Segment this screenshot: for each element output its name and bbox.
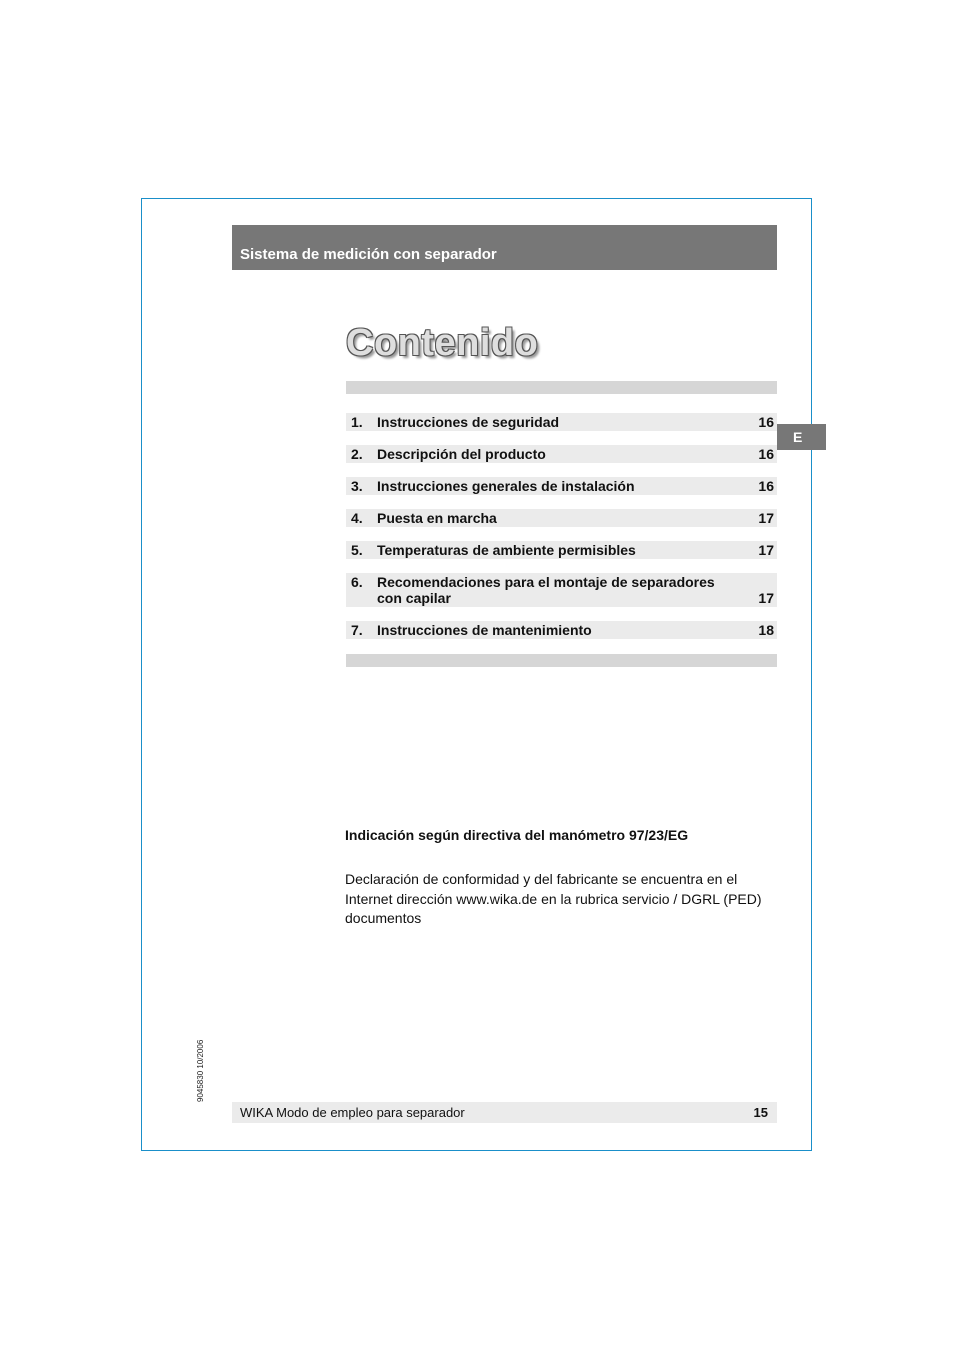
toc-label: Puesta en marcha [377, 510, 497, 526]
toc-item[interactable] [346, 573, 777, 607]
toc-item[interactable] [346, 477, 777, 495]
toc-page: 17 [758, 510, 774, 526]
toc-number: 1. [351, 414, 363, 430]
toc-number: 2. [351, 446, 363, 462]
toc-number: 6. [351, 574, 363, 590]
toc-item[interactable] [346, 509, 777, 527]
toc-item[interactable] [346, 413, 777, 431]
toc-label: Temperaturas de ambiente permisibles [377, 542, 636, 558]
toc-label: Instrucciones de mantenimiento [377, 622, 592, 638]
footer [232, 1102, 777, 1123]
toc-number: 4. [351, 510, 363, 526]
directive-heading: Indicación según directiva del manómetro 97/23/EG [345, 827, 689, 843]
toc-item[interactable] [346, 621, 777, 639]
toc-label: Instrucciones generales de instalación [377, 478, 635, 494]
toc-number: 3. [351, 478, 363, 494]
page-title: Contenido [346, 322, 539, 364]
toc-page: 16 [758, 446, 774, 462]
language-tab: E [777, 424, 826, 450]
toc-label: Recomendaciones para el montaje de separadores con capilar [377, 574, 715, 606]
footer-text: WIKA Modo de empleo para separador [240, 1105, 465, 1120]
divider-top [346, 381, 777, 394]
toc-number: 5. [351, 542, 363, 558]
toc-page: 16 [758, 414, 774, 430]
page-number: 15 [753, 1105, 768, 1120]
toc-number: 7. [351, 622, 363, 638]
directive-text: Declaración de conformidad y del fabricante se encuentra en el Internet dirección www.wika.de en la rubrica servicio / DGRL (PED) documentos [345, 871, 762, 926]
section-header [232, 225, 777, 270]
toc-page: 17 [758, 542, 774, 558]
toc-page: 16 [758, 478, 774, 494]
toc-item[interactable] [346, 541, 777, 559]
toc-page: 18 [758, 622, 774, 638]
toc-page: 17 [758, 590, 774, 606]
divider-bottom [346, 654, 777, 667]
toc-label: Descripción del producto [377, 446, 546, 462]
section-header-title: Sistema de medición con separador [240, 246, 497, 263]
document-code: 9045830 10/2006 [196, 1039, 205, 1102]
table-of-contents [346, 413, 777, 639]
toc-label: Instrucciones de seguridad [377, 414, 560, 430]
toc-item[interactable] [346, 445, 777, 463]
